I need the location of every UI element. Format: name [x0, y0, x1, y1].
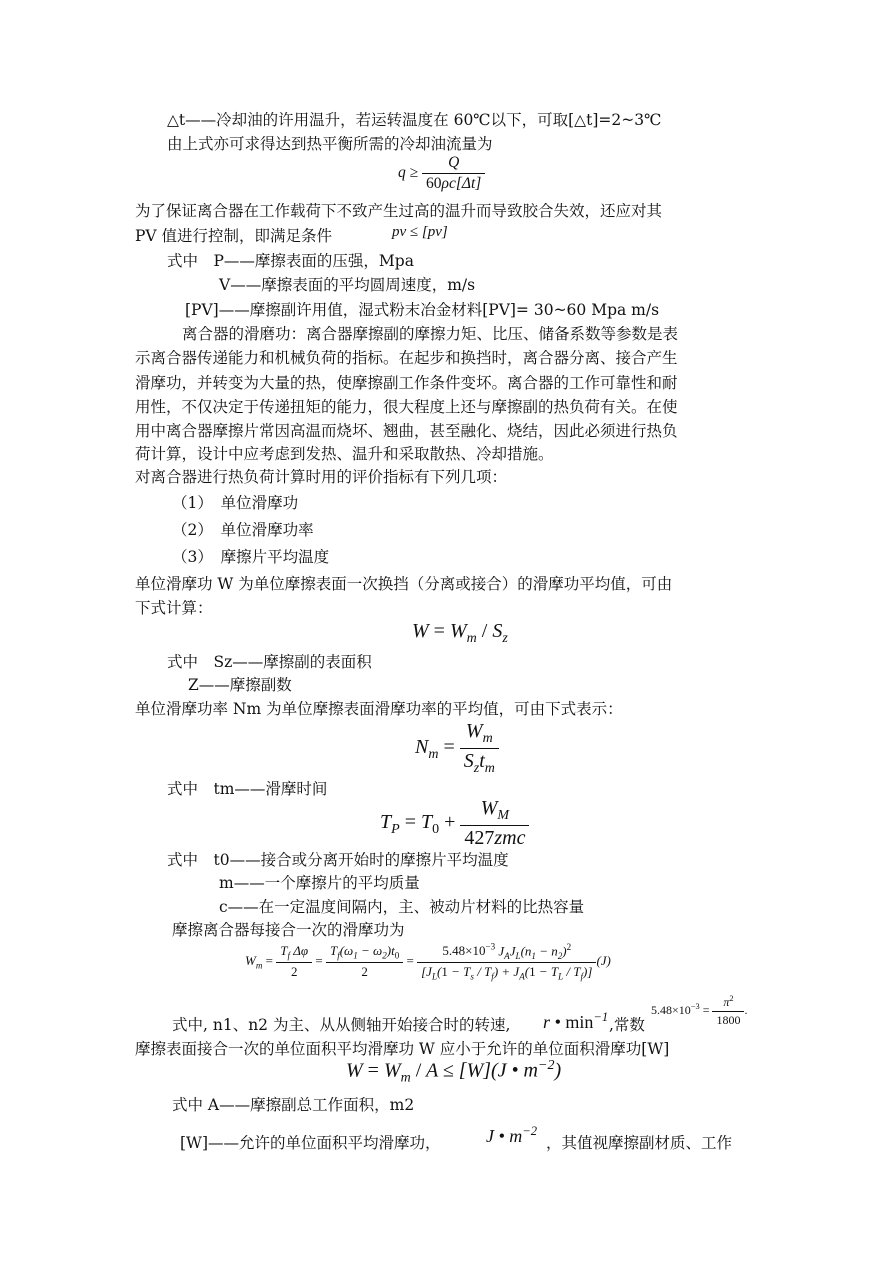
text-line: 式中 Sz——摩擦副的表面积: [167, 653, 372, 671]
equation-coolant-flow: q ≥ $\frac{Q}{60\rho c[\Delta t]}$: [398, 154, 485, 193]
text-line: ,常数: [609, 1016, 645, 1034]
text-line: V——摩擦表面的平均圆周速度，m/s: [219, 276, 476, 294]
text-line: 式中 P——摩擦表面的压强，Mpa: [167, 252, 414, 270]
unit-rpm: r • $\min^{-1}$: [543, 1010, 609, 1032]
equation-unit-friction-work: $W = W_m / S_z$: [412, 620, 508, 646]
text-line: △t——冷却油的许用温升，若运转温度在 60℃以下，可取[△t]=2~3℃: [167, 111, 662, 129]
text-line: m——一个摩擦片的平均质量: [219, 874, 420, 892]
list-item: （3） 摩擦片平均温度: [172, 548, 330, 566]
text-line: 为了保证离合器在工作载荷下不致产生过高的温升而导致胶合失效，还应对其: [135, 202, 663, 220]
text-line: 对离合器进行热负荷计算时用的评价指标有下列几项：: [135, 468, 508, 486]
text-line: 式中 t0——接合或分离开始时的摩擦片平均温度: [167, 851, 509, 869]
list-item: （2） 单位滑摩功率: [172, 521, 314, 539]
text-line: [PV]——摩擦副许用值，湿式粉末冶金材料[PV]= 30~60 Mpa m/s: [185, 301, 660, 319]
text-line: 单位滑摩功 W 为单位摩擦表面一次换挡（分离或接合）的滑摩功平均值，可由: [135, 575, 673, 593]
inequality-pv: pv ≤ [pv]: [392, 224, 448, 240]
constant-equation: $5.48\times 10^{-3}$ = $\frac{\pi^2}{1800}$ .: [651, 994, 748, 1027]
list-item: （1） 单位滑摩功: [172, 494, 299, 512]
unit-j-per-m2: J • $m^{-2}$: [486, 1124, 538, 1146]
text-line: 摩擦表面接合一次的单位面积平均滑摩功 W 应小于允许的单位面积滑摩功[W]: [135, 1040, 670, 1058]
text-line: 摩擦离合器每接合一次的滑摩功为: [172, 921, 405, 939]
equation-clutch-friction-work: $W_m$ = $\frac{T_f \Delta\varphi}{2}$ = $\frac{T_f(\omega_1 - \omega_2)t_0}{2}$ = $\frac{5.48\times 10^{-3} J_AJ_L(n_1 - n_2)^2}{[J_L(1 - T_s / T_f) + J_A(1 - T_L / T_f)]}$ (J): [245, 942, 611, 982]
text-line: 离合器的滑磨功：离合器摩擦副的摩擦力矩、比压、储备系数等参数是表: [182, 325, 679, 343]
text-line: 单位滑摩功率 Nm 为单位摩擦表面滑摩功率的平均值，可由下式表示：: [135, 700, 623, 718]
text-line: Z——摩擦副数: [188, 676, 292, 694]
text-line: PV 值进行控制，即满足条件: [135, 227, 333, 245]
text-line: c——在一定温度间隔内，主、被动片材料的比热容量: [219, 898, 585, 916]
text-line: ，其值视摩擦副材质、工作: [546, 1134, 733, 1152]
text-line: 用性，不仅决定于传递扭矩的能力，很大程度上还与摩擦副的热负荷有关。在使: [135, 398, 678, 416]
text-line: 示离合器传递能力和机械负荷的指标。在起步和换挡时，离合器分离、接合产生: [135, 349, 678, 367]
text-line: 下式计算：: [135, 599, 213, 617]
text-line: 荷计算，设计中应考虑到发热、温升和采取散热、冷却措施。: [135, 445, 554, 463]
text-line: 式中 A——摩擦副总工作面积，m2: [172, 1096, 415, 1114]
text-line: 用中离合器摩擦片常因高温而烧坏、翘曲，甚至融化、烧结，因此必须进行热负: [135, 422, 678, 440]
text-line: 式中, n1、n2 为主、从从侧轴开始接合时的转速,: [172, 1016, 511, 1034]
text-line: 由上式亦可求得达到热平衡所需的冷却油流量为: [167, 135, 493, 153]
text-line: 滑摩功，并转变为大量的热，使摩擦副工作条件变坏。离合器的工作可靠性和耐: [135, 374, 678, 392]
text-line: 式中 tm——滑摩时间: [167, 780, 328, 798]
equation-unit-friction-power: $N_m$ = $\frac{W_m}{S_zt_m}$: [415, 720, 499, 777]
text-line: [W]——允许的单位面积平均滑摩功，: [180, 1134, 441, 1152]
equation-plate-temperature: $T_P = T_0$ + $\frac{W_M}{\text{427zmc}}$: [380, 797, 529, 850]
equation-allowable-work: $W = W_m / A \le [W](J$ • $m^{-2}$): [346, 1058, 562, 1086]
